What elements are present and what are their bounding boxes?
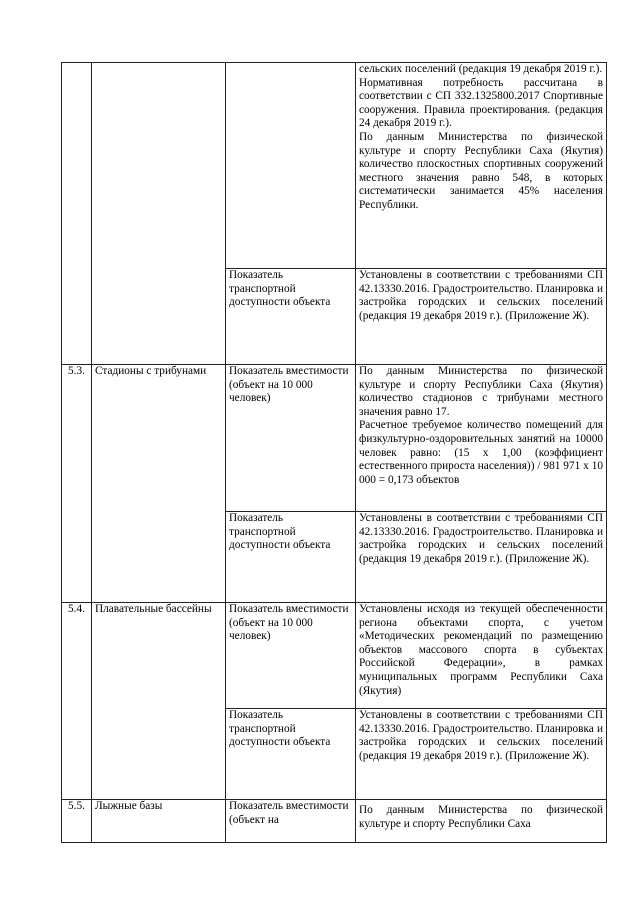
paragraph: По данным Министерства по физической культуре и спорту Республики Саха (Якутия) количество стадионов с трибунами местного значения равно 17.	[359, 365, 603, 418]
indicator-cell: Показатель транспортной доступности объекта	[226, 512, 356, 603]
description-cell	[356, 365, 607, 512]
object-name-cell: Плавательные бассейны	[92, 603, 226, 800]
table-row	[62, 63, 607, 269]
row-number-cell: 5.4.	[62, 603, 92, 800]
indicator-cell: Показатель вместимости (объект на 10 000 человек)	[226, 365, 356, 512]
paragraph: Расчетное требуемое количество помещений для физкультурно-оздоровительных занятий на 10000 человек равно: (15 х 1,00 (коэффициент естественного прироста населения)) / 981 971 х 10 000 = 0,173 объектов	[359, 419, 603, 486]
indicator-cell: Показатель вместимости (объект на 10 000 человек)	[226, 603, 356, 709]
description-cell: Установлены в соответствии с требованиями СП 42.13330.2016. Градостроительство. Планировка и застройка городских и сельских поселений (редакция 19 декабря 2019 г.). (Приложение Ж).	[356, 512, 607, 603]
object-name-cell: Лыжные базы	[92, 800, 226, 843]
row-number-cell: 5.5.	[62, 800, 92, 843]
indicator-cell: Показатель транспортной доступности объекта	[226, 269, 356, 365]
object-name-cell: Стадионы с трибунами	[92, 365, 226, 603]
description-cell: Установлены в соответствии с требованиями СП 42.13330.2016. Градостроительство. Планировка и застройка городских и сельских поселений (редакция 19 декабря 2019 г.). (Приложение Ж).	[356, 269, 607, 365]
description-cell: По данным Министерства по физической культуре и спорту Республики Саха	[356, 800, 607, 843]
indicator-cell: Показатель вместимости (объект на	[226, 800, 356, 843]
paragraph: Нормативная потребность рассчитана в соответствии с СП 332.1325800.2017 Спортивные сооружения. Правила проектирования. (редакция 24 декабря 2019 г.).	[359, 76, 603, 130]
table-row	[62, 800, 607, 843]
row-number-cell: 5.3.	[62, 365, 92, 603]
description-cell: Установлены в соответствии с требованиями СП 42.13330.2016. Градостроительство. Планировка и застройка городских и сельских поселений (редакция 19 декабря 2019 г.). (Приложение Ж).	[356, 709, 607, 800]
paragraph: По данным Министерства по физической культуре и спорту Республики Саха (Якутия) количество плоскостных спортивных сооружений местного значения равно 548, в которых систематически занимается 45% населения Республики.	[359, 130, 603, 211]
row-number-cell	[62, 63, 92, 365]
description-cell: Установлены исходя из текущей обеспеченности региона объектами спорта, с учетом «Методических рекомендаций по размещению объектов массового спорта в субъектах Российской Федерации», в рамках муниципальных программ Республики Саха (Якутия)	[356, 603, 607, 709]
indicator-cell	[226, 63, 356, 269]
table-row	[62, 365, 607, 512]
standards-table	[61, 62, 607, 843]
indicator-cell: Показатель транспортной доступности объекта	[226, 709, 356, 800]
object-name-cell	[92, 63, 226, 365]
table-row	[62, 603, 607, 709]
paragraph: сельских поселений (редакция 19 декабря 2019 г.).	[359, 63, 603, 75]
description-cell	[356, 63, 607, 269]
